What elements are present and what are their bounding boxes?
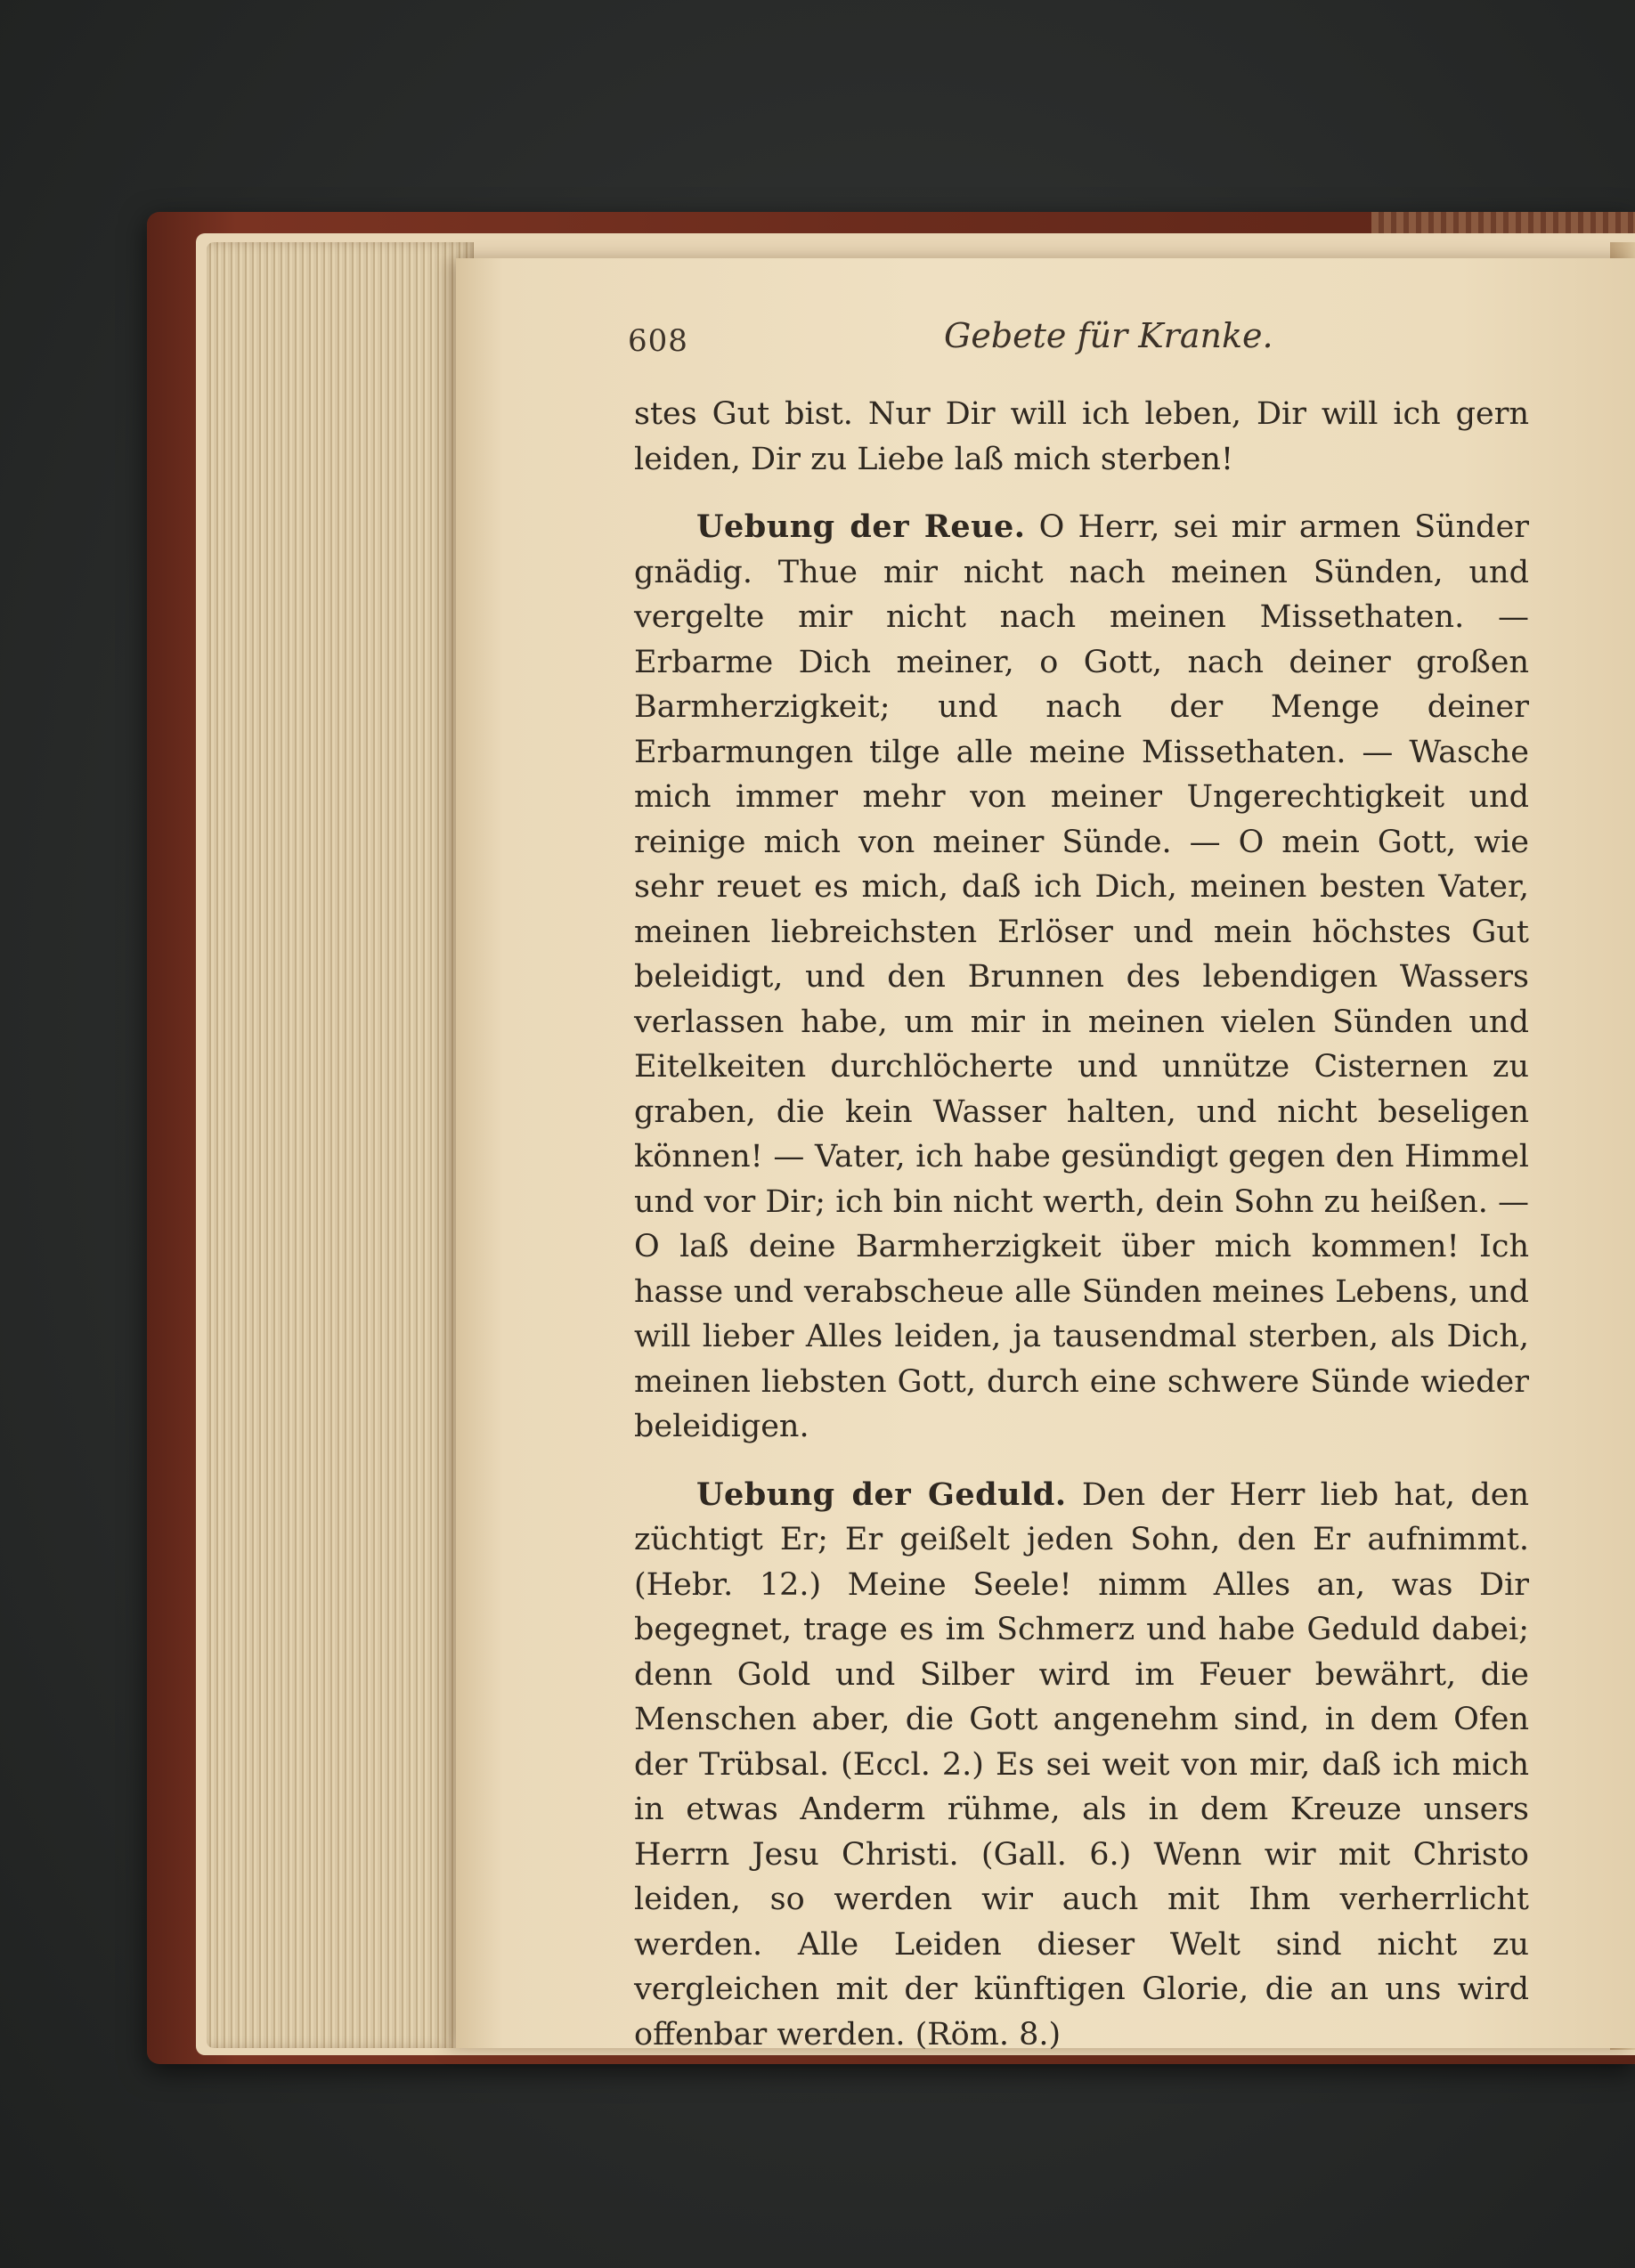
paragraph-continuation	[634, 392, 1529, 482]
paragraph-text: stes Gut bist. Nur Dir will ich leben, Dir will ich gern leiden, Dir zu Liebe laß mich sterben!	[634, 396, 1529, 477]
paragraph-lead: Uebung der Geduld.	[696, 1475, 1067, 1513]
page-header	[628, 316, 1527, 370]
paragraph-text: O Herr, sei mir armen Sünder gnädig. Thue mir nicht nach meinen Sünden, und vergelte mir nicht nach meinen Missethaten. — Erbarme Dich meiner, o Gott, nach deiner großen Barmherzigkeit; und nach der Menge deiner Erbarmungen tilge alle meine Missethaten. — Wasche mich immer mehr von meiner Ungerechtigkeit und reinige mich von meiner Sünde. — O mein Gott, wie sehr reuet es mich, daß ich Dich, meinen besten Vater, meinen liebreichsten Erlöser und mein höchstes Gut beleidigt, und den Brunnen des lebendigen Wassers verlassen habe, um mir in meinen vielen Sünden und Eitelkeiten durchlöcherte und unnütze Cisternen zu graben, die kein Wasser halten, und nicht beseligen können! — Vater, ich habe gesündigt gegen den Himmel und vor Dir; ich bin nicht werth, dein Sohn zu heißen. — O laß deine Barmherzigkeit über mich kommen! Ich hasse und verabscheue alle Sünden meines Lebens, und will lieber Alles leiden, ja tausendmal sterben, als Dich, meinen liebsten Gott, durch eine schwere Sünde wieder beleidigen.	[634, 509, 1530, 1444]
paragraph-geduld	[634, 1473, 1529, 2058]
paragraph-reue	[634, 505, 1529, 1450]
page-edges	[207, 242, 474, 2048]
paragraph-text: Den der Herr lieb hat, den züchtigt Er; Er geißelt jeden Sohn, den Er aufnimmt. (Hebr. 12.) Meine Seele! nimm Alles an, was Dir begegnet, trage es im Schmerz und habe Geduld dabei; denn Gold und Silber wird im Feuer bewährt, die Menschen aber, die Gott angenehm sind, in dem Ofen der Trübsal. (Eccl. 2.) Es sei weit von mir, daß ich mich in etwas Anderm rühme, als in dem Kreuze unsers Herrn Jesu Christi. (Gall. 6.) Wenn wir mit Christo leiden, so werden wir auch mit Ihm verherrlicht werden. Alle Leiden dieser Welt sind nicht zu vergleichen mit der künftigen Glorie, die an uns wird offenbar werden. (Röm. 8.)	[634, 1476, 1529, 2053]
page-body	[634, 392, 1529, 2057]
paragraph-lead: Uebung der Reue.	[696, 508, 1026, 545]
page-number: 608	[628, 323, 688, 359]
running-head: Gebete für Kranke.	[944, 316, 1273, 355]
